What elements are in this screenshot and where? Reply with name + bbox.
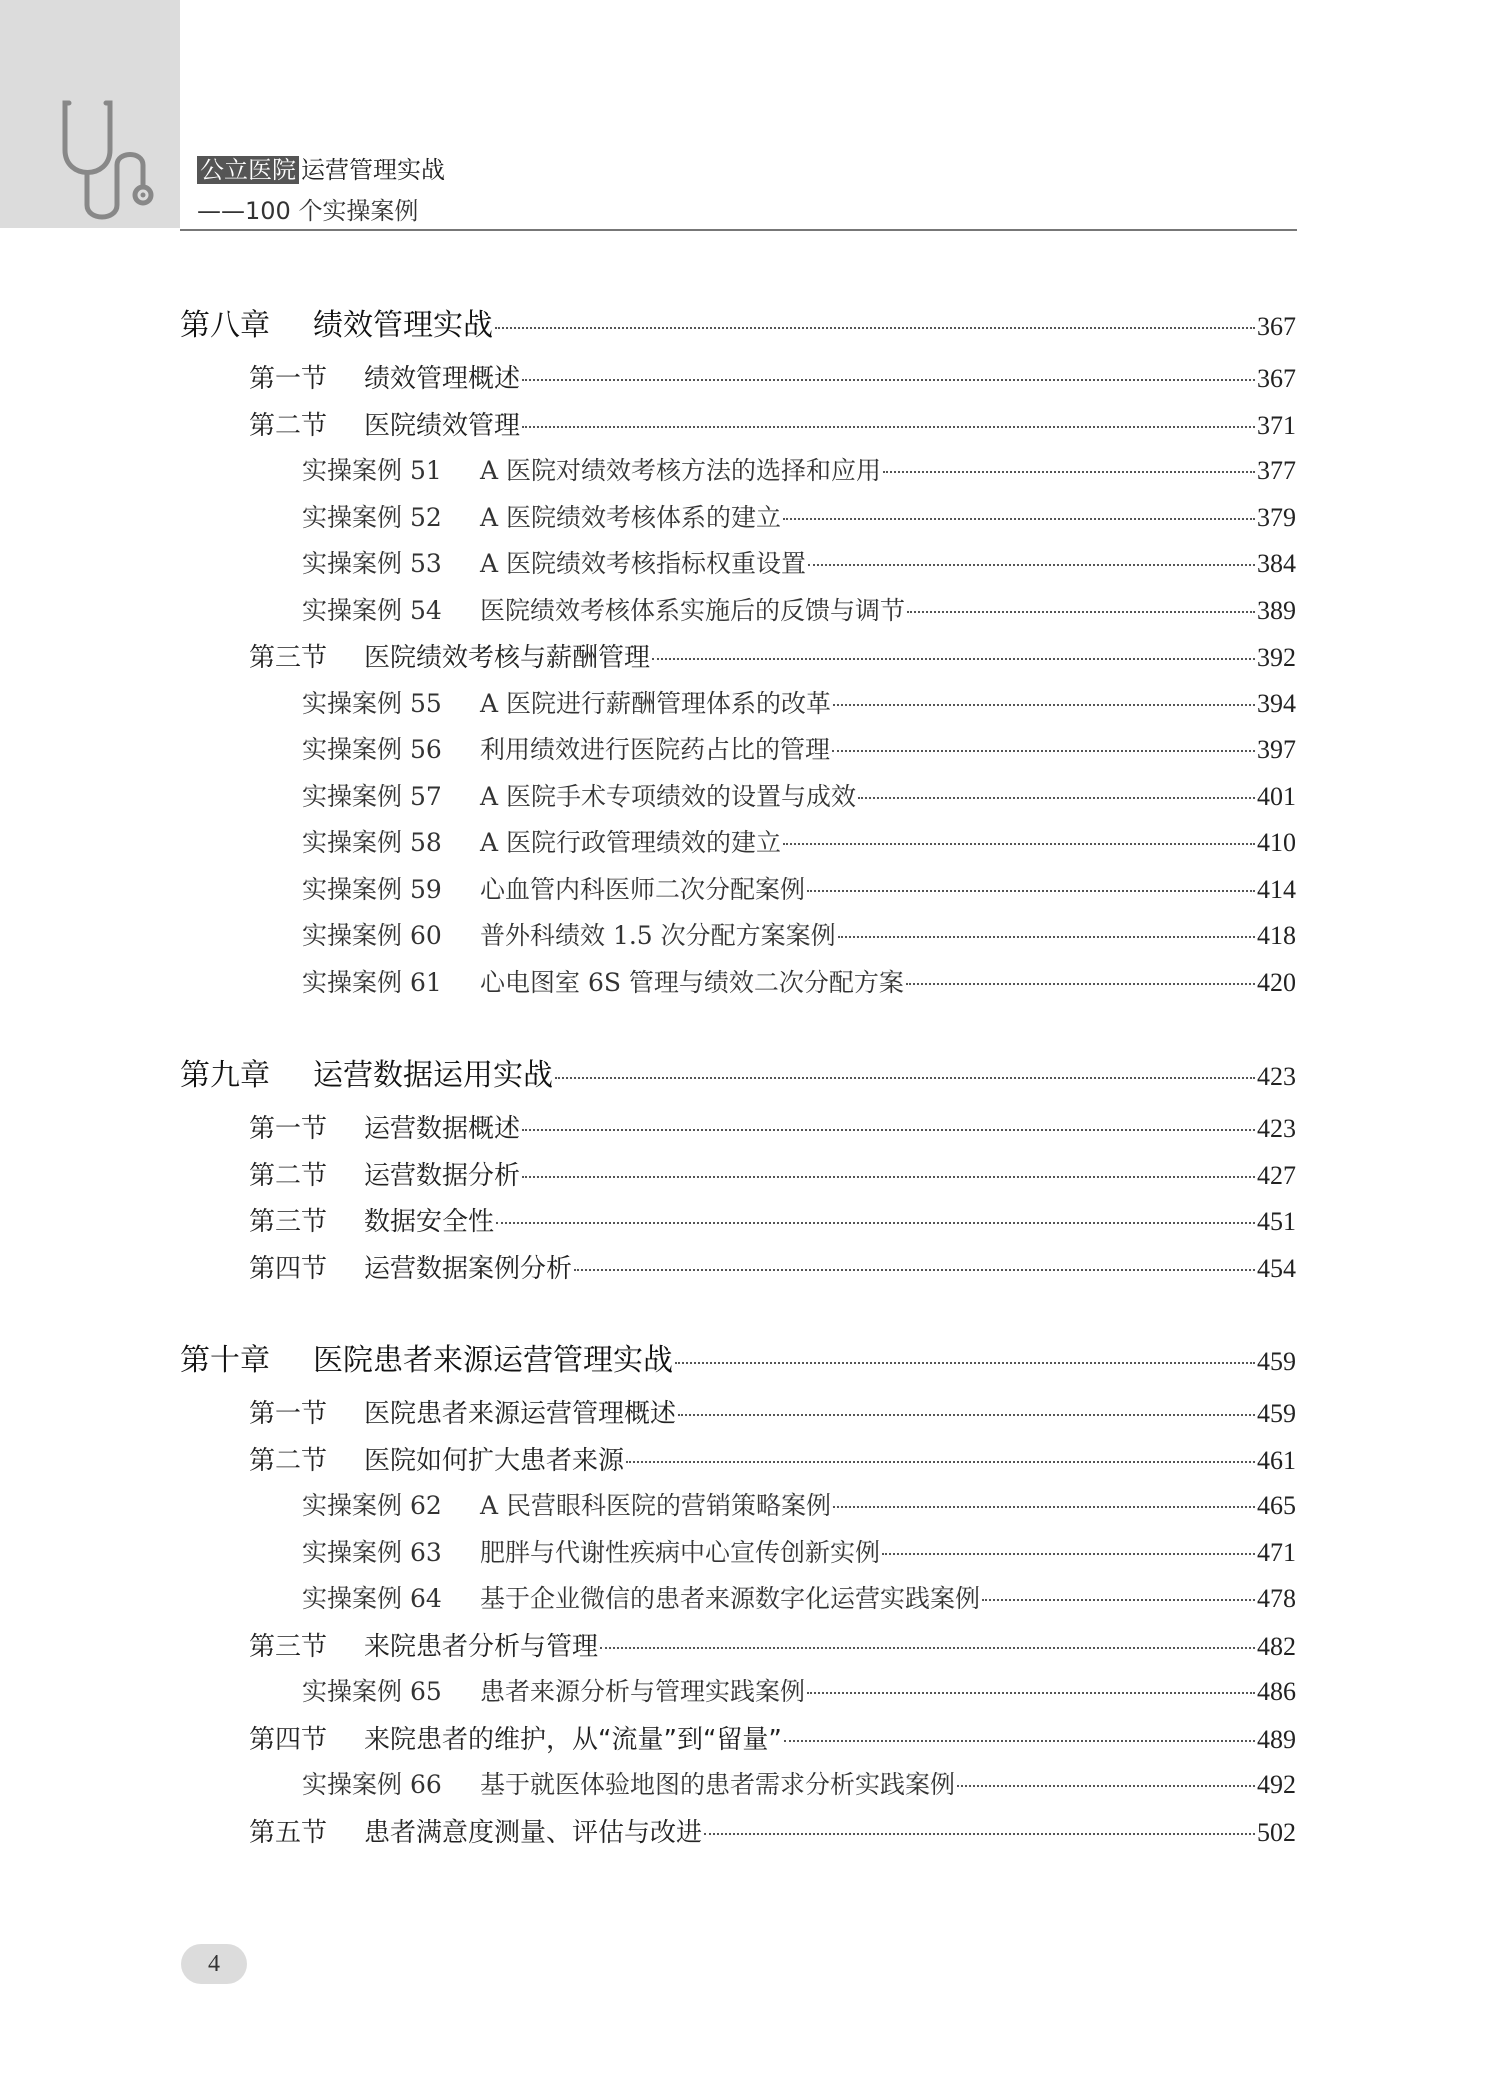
dot-leader [495,327,1255,329]
toc-entry-label [249,1108,520,1145]
dot-leader [522,1129,1255,1131]
toc-entry-title: 绩效管理实战 [313,308,493,343]
toc-case-row [302,451,1296,487]
toc-entry-number: 第一节 [249,1399,328,1429]
book-subtitle: ——100 个实操案例 [197,197,419,225]
toc-case-row [302,498,1296,534]
toc-entry-number: 实操案例 61 [302,967,442,997]
toc-page-number: 478 [1257,1584,1296,1613]
dot-leader [807,890,1255,892]
dot-leader [982,1599,1255,1601]
toc-page-number: 371 [1257,410,1296,440]
toc-section-row [249,1393,1296,1430]
toc-entry-number: 实操案例 62 [302,1491,442,1520]
dot-leader [907,611,1255,613]
toc-page-number: 392 [1257,643,1296,672]
toc-section-row [249,358,1296,395]
toc-page-number: 414 [1257,874,1296,904]
toc-entry-number: 第八章 [180,308,270,343]
dot-leader [906,983,1255,985]
dot-leader [652,658,1255,660]
dot-leader [838,936,1255,938]
toc-entry-title: 医院患者来源运营管理实战 [313,1343,673,1378]
toc-entry-title: 利用绩效进行医院药占比的管理 [480,735,831,764]
toc-chapter-row [180,1335,1296,1379]
toc-page-number: 482 [1257,1631,1296,1661]
toc-page-number: 451 [1257,1207,1296,1236]
toc-entry-title: 来院患者的维护，从“流量”到“留量” [364,1724,782,1755]
toc-entry-label [302,1672,805,1708]
dot-leader [833,1506,1255,1508]
toc-entry-number: 第三节 [249,1631,328,1662]
toc-page-number: 410 [1257,828,1296,857]
toc-entry-label [249,405,520,442]
toc-entry-title: 医院绩效考核体系实施后的反馈与调节 [480,595,906,625]
toc-entry-number: 第三节 [249,643,328,673]
toc-page-number: 502 [1257,1817,1296,1847]
toc-section-row [249,1201,1296,1238]
toc-section-row [249,1719,1296,1756]
toc-case-row [302,591,1296,627]
toc-entry-title: A 医院对绩效考核方法的选择和应用 [480,456,882,485]
dot-leader [832,750,1255,752]
dot-leader [522,1176,1255,1178]
toc-entry-title: A 医院进行薪酬管理体系的改革 [480,688,832,718]
toc-entry-number: 第二节 [249,1445,328,1476]
toc-entry-label [302,1486,831,1522]
toc-section-row [249,637,1296,674]
toc-case-row [302,544,1296,580]
toc-page-number: 489 [1257,1724,1296,1754]
dot-leader [957,1785,1255,1787]
toc-entry-number: 第一节 [249,1114,328,1144]
toc-entry-number: 第九章 [180,1058,270,1093]
toc-entry-title: 患者来源分析与管理实践案例 [480,1677,806,1706]
dot-leader [783,843,1255,845]
toc-entry-label [302,498,781,534]
toc-case-row [302,1579,1296,1615]
toc-entry-number: 实操案例 66 [302,1770,442,1799]
toc-entry-number: 第十章 [180,1343,270,1378]
dot-leader [784,1740,1255,1742]
toc-page-number: 384 [1257,549,1296,578]
toc-case-row [302,1486,1296,1522]
toc-entry-label [180,1335,673,1379]
toc-entry-number: 第四节 [249,1724,328,1755]
toc-entry-title: A 医院绩效考核指标权重设置 [480,549,807,578]
toc-entry-title: 运营数据案例分析 [364,1253,573,1284]
toc-page-number: 397 [1257,735,1296,764]
toc-entry-title: 基于企业微信的患者来源数字化运营实践案例 [480,1584,981,1613]
toc-entry-label [302,591,905,627]
toc-entry-number: 实操案例 54 [302,595,442,625]
toc-entry-label [302,451,881,487]
toc-section-row [249,1626,1296,1663]
dot-leader [496,1222,1255,1224]
toc-page-number: 367 [1257,364,1296,393]
toc-entry-label [249,358,520,395]
toc-page-number: 459 [1257,1399,1296,1428]
toc-entry-label [302,777,856,813]
toc-section-row [249,1108,1296,1145]
toc-entry-title: A 医院手术专项绩效的设置与成效 [480,781,857,811]
toc-entry-label [302,684,831,720]
toc-entry-title: 数据安全性 [364,1207,495,1237]
toc-case-row [302,1765,1296,1801]
toc-entry-title: 绩效管理概述 [364,364,521,394]
toc-entry-number: 实操案例 51 [302,456,442,485]
toc-entry-number: 第一节 [249,364,328,394]
toc-entry-number: 实操案例 56 [302,735,442,764]
toc-entry-title: 医院绩效管理 [364,410,521,441]
toc-entry-title: 运营数据运用实战 [313,1058,553,1093]
toc-entry-number: 实操案例 53 [302,549,442,578]
toc-page-number: 459 [1257,1347,1296,1376]
toc-page-number: 492 [1257,1770,1296,1799]
toc-entry-label [302,730,830,766]
toc-entry-number: 第二节 [249,1160,328,1191]
toc-entry-label [302,963,904,999]
toc-entry-title: 来院患者分析与管理 [364,1631,599,1662]
toc-entry-title: 患者满意度测量、评估与改进 [364,1817,703,1848]
toc-case-row [302,823,1296,859]
toc-entry-title: A 民营眼科医院的营销策略案例 [480,1491,832,1520]
toc-entry-number: 第三节 [249,1207,328,1237]
toc-chapter-row [180,1050,1296,1094]
toc-section-row [249,405,1296,442]
toc-section-row [249,1155,1296,1192]
toc-section-row [249,1248,1296,1285]
toc-entry-label [302,823,781,859]
book-title-highlight: 公立医院 [197,156,299,184]
toc-entry-number: 实操案例 55 [302,688,442,718]
toc-section-row [249,1812,1296,1849]
toc-entry-number: 实操案例 64 [302,1584,442,1613]
dot-leader [522,379,1255,381]
page-number: 4 [181,1944,247,1984]
toc-case-row [302,777,1296,813]
toc-case-row [302,870,1296,906]
toc-entry-number: 实操案例 63 [302,1537,442,1567]
toc-entry-label [302,1533,880,1569]
toc-page-number: 367 [1257,312,1296,341]
toc-entry-label [249,1155,520,1192]
toc-entry-label [249,1248,572,1285]
toc-case-row [302,684,1296,720]
dot-leader [600,1647,1255,1649]
toc-page-number: 471 [1257,1537,1296,1567]
toc-entry-label [249,637,650,674]
toc-entry-title: A 医院行政管理绩效的建立 [480,828,782,857]
toc-page-number: 377 [1257,456,1296,485]
toc-entry-title: 医院绩效考核与薪酬管理 [364,643,651,673]
toc-entry-label [302,544,806,580]
toc-case-row [302,963,1296,999]
dot-leader [858,797,1255,799]
toc-entry-label [180,1050,553,1094]
dot-leader [882,1553,1255,1555]
toc-case-row [302,730,1296,766]
toc-page-number: 418 [1257,921,1296,950]
toc-page-number: 427 [1257,1160,1296,1190]
toc-page-number: 461 [1257,1445,1296,1475]
toc-entry-number: 第五节 [249,1817,328,1848]
toc-entry-number: 实操案例 60 [302,921,442,950]
toc-case-row [302,1672,1296,1708]
toc-entry-label [302,1579,980,1615]
toc-page-number: 401 [1257,781,1296,811]
toc-page-number: 389 [1257,595,1296,625]
toc-entry-number: 第二节 [249,410,328,441]
dot-leader [626,1461,1255,1463]
toc-page-number: 423 [1257,1062,1296,1091]
toc-entry-title: 心电图室 6S 管理与绩效二次分配方案 [480,967,904,997]
dot-leader [522,426,1255,428]
toc-page-number: 465 [1257,1491,1296,1520]
toc-entry-label [302,916,836,952]
toc-page-number: 394 [1257,688,1296,718]
toc-entry-label [249,1812,702,1849]
toc-case-row [302,1533,1296,1569]
toc-entry-label [249,1719,782,1756]
toc-entry-number: 实操案例 57 [302,781,442,811]
toc-entry-title: 心血管内科医师二次分配案例 [480,874,806,904]
toc-entry-title: 医院患者来源运营管理概述 [364,1399,677,1429]
book-title-rest: 运营管理实战 [301,156,445,184]
toc-entry-title: 医院如何扩大患者来源 [364,1445,625,1476]
dot-leader [833,704,1255,706]
dot-leader [574,1269,1255,1271]
toc-entry-number: 实操案例 65 [302,1677,442,1706]
dot-leader [704,1833,1255,1835]
toc-section-row [249,1440,1296,1477]
toc-entry-title: 肥胖与代谢性疾病中心宣传创新实例 [480,1537,881,1567]
dot-leader [808,564,1255,566]
toc-entry-label [180,300,493,344]
toc-entry-number: 实操案例 58 [302,828,442,857]
toc-chapter-row [180,300,1296,344]
toc-page-number: 420 [1257,967,1296,997]
dot-leader [555,1077,1255,1079]
toc-entry-title: 基于就医体验地图的患者需求分析实践案例 [480,1770,956,1799]
toc-case-row [302,916,1296,952]
toc-entry-label [249,1393,676,1430]
dot-leader [783,518,1255,520]
toc-entry-number: 实操案例 52 [302,502,442,532]
toc-entry-title: 运营数据概述 [364,1114,521,1144]
dot-leader [675,1362,1255,1364]
dot-leader [883,471,1255,473]
toc-entry-number: 第四节 [249,1253,328,1284]
toc-entry-label [249,1440,624,1477]
toc-entry-label [302,1765,955,1801]
dot-leader [807,1692,1255,1694]
toc-page-number: 486 [1257,1677,1296,1706]
toc-entry-title: 普外科绩效 1.5 次分配方案案例 [480,921,836,950]
dot-leader [678,1414,1255,1416]
toc-page-number: 423 [1257,1114,1296,1143]
toc-page-number: 454 [1257,1253,1296,1283]
toc-entry-label [302,870,805,906]
toc-entry-number: 实操案例 59 [302,874,442,904]
toc-entry-title: 运营数据分析 [364,1160,521,1191]
toc-page-number: 379 [1257,502,1296,532]
toc-entry-title: A 医院绩效考核体系的建立 [480,502,782,532]
toc-entry-label [249,1201,494,1238]
toc-entry-label [249,1626,598,1663]
